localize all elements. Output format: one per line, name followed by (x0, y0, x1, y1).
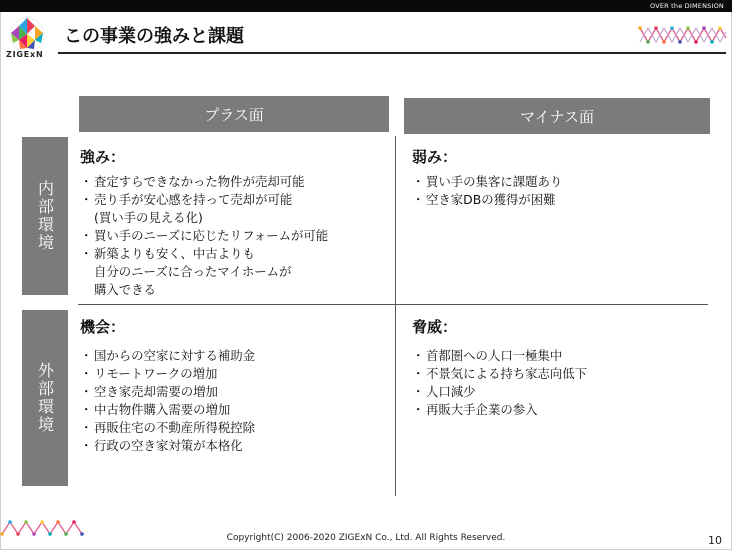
opportunities-title: 機会： (80, 318, 126, 336)
list-item: ・ 再販大手企業の参入 (412, 401, 712, 419)
list-item: ・ 再販住宅の不動産所得税控除 (80, 419, 390, 437)
quadrant-weaknesses (412, 146, 712, 209)
list-item: ・ 不景気による持ち家志向低下 (412, 365, 712, 383)
tagline: OVER the DIMENSION (650, 2, 724, 10)
weaknesses-title: 弱み： (412, 148, 458, 166)
top-bar (0, 0, 732, 12)
list-item: ・ リモートワークの増加 (80, 365, 390, 383)
list-item: ・ 国からの空家に対する補助金 (80, 347, 390, 365)
list-item: ・ 中古物件購入需要の増加 (80, 401, 390, 419)
list-item: ・ 売り手が安心感を持って売却が可能 (80, 191, 390, 209)
quadrant-strengths (80, 146, 390, 299)
zigzag-decoration-icon (638, 24, 728, 46)
list-item: ・ 人口減少 (412, 383, 712, 401)
logo-text: ZIGExN (6, 50, 44, 59)
strengths-title: 強み： (80, 148, 126, 166)
grid-divider-horizontal (78, 304, 708, 305)
list-item: 購入できる (94, 282, 156, 297)
page-title: この事業の強みと課題 (64, 26, 244, 47)
list-item: ・ 買い手のニーズに応じたリフォームが可能 (80, 227, 390, 245)
list-item: (買い手の見える化) (94, 210, 203, 225)
threats-title: 脅威： (412, 318, 458, 336)
list-item: ・ 買い手の集客に課題あり (412, 173, 712, 191)
list-item: 自分のニーズに合ったマイホームが (94, 264, 292, 279)
page-number: 10 (708, 534, 722, 547)
list-item: ・ 空き家DBの獲得が困難 (412, 191, 712, 209)
column-header-minus: マイナス面 (404, 98, 710, 134)
quadrant-threats (412, 316, 712, 419)
copyright-text: Copyright(C) 2006-2020 ZIGExN Co., Ltd. All Rights Reserved. (226, 533, 506, 543)
list-item: ・ 空き家売却需要の増加 (80, 383, 390, 401)
title-underline (58, 52, 726, 54)
list-item: ・ 査定すらできなかった物件が売却可能 (80, 173, 390, 191)
list-item: ・ 新築よりも安く、中古よりも (80, 245, 390, 263)
list-item: ・ 行政の空き家対策が本格化 (80, 437, 390, 455)
grid-divider-vertical (395, 136, 396, 496)
column-header-plus: プラス面 (79, 96, 389, 132)
list-item: ・ 首都圏への人口一極集中 (412, 347, 712, 365)
row-header-external: 外部環境 (22, 310, 68, 486)
quadrant-opportunities (80, 316, 390, 455)
row-header-internal: 内部環境 (22, 137, 68, 295)
